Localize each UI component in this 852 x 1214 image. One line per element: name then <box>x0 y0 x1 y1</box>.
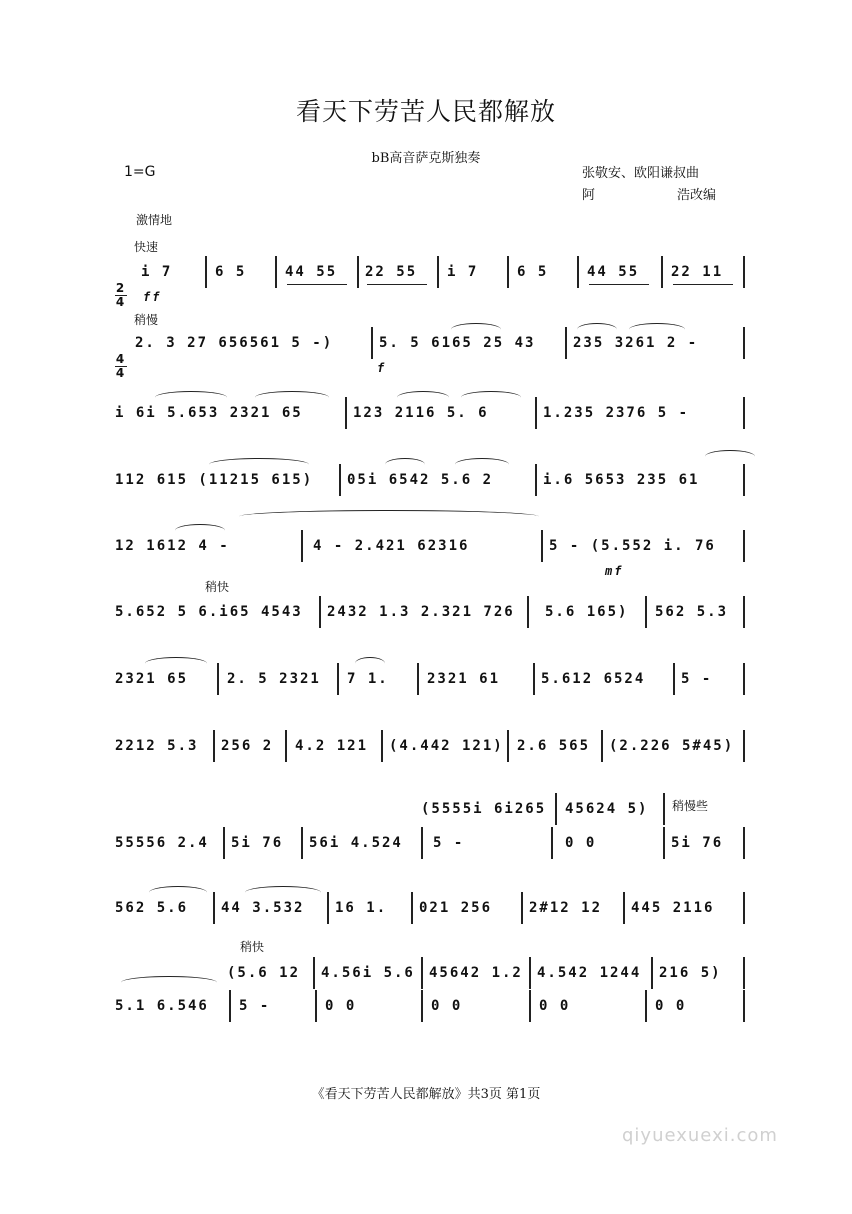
measure: 2. 5 2321 <box>227 671 321 687</box>
measure: 44 3.532 <box>221 900 305 916</box>
measure: 05i 6542 5.6 2 <box>347 472 494 488</box>
dynamic-mf: mf <box>605 564 624 578</box>
measure: 2. 3 27 656561 5 -) <box>135 335 334 351</box>
time-signature: 4 4 <box>115 352 127 380</box>
measure: 2#12 12 <box>529 900 603 916</box>
score-row-5 <box>115 530 747 578</box>
measure: 45642 1.2 <box>429 965 523 981</box>
measure: 562 5.3 <box>655 604 729 620</box>
time-signature: 2 4 <box>115 281 127 309</box>
score-row-13 <box>115 990 747 1030</box>
measure: 0 0 <box>539 998 571 1014</box>
tempo-mark-1: 激情地 <box>136 213 173 227</box>
measure: 55556 2.4 <box>115 835 209 851</box>
measure: 0 0 <box>325 998 357 1014</box>
score-row-4 <box>115 464 747 504</box>
measure: 0 0 <box>565 835 597 851</box>
measure: 235 3261 2 - <box>573 335 699 351</box>
measure: (5555i 6i265 <box>421 801 547 817</box>
measure: 1.235 2376 5 - <box>543 405 690 421</box>
measure: 4 - 2.421 62316 <box>313 538 470 554</box>
measure: 56i 4.524 <box>309 835 403 851</box>
measure: 5.6 165) <box>545 604 629 620</box>
measure: 5 - (5.552 i. 76 <box>549 538 716 554</box>
measure: 256 2 <box>221 738 274 754</box>
measure: (2.226 5#45) <box>609 738 735 754</box>
measure: 123 2116 5. 6 <box>353 405 489 421</box>
measure: 5.612 6524 <box>541 671 646 687</box>
measure: 22 55 <box>365 264 418 280</box>
measure: 12 1612 4 - <box>115 538 230 554</box>
measure: 45624 5) <box>565 801 649 817</box>
measure: 5 - <box>239 998 271 1014</box>
measure: 2321 65 <box>115 671 189 687</box>
key-signature: 1=G <box>124 164 156 180</box>
measure: 021 256 <box>419 900 493 916</box>
measure: 2.6 565 <box>517 738 591 754</box>
measure: 7 1. <box>347 671 389 687</box>
score-row-7 <box>115 663 747 703</box>
measure: 2212 5.3 <box>115 738 199 754</box>
score-row-6 <box>115 596 747 636</box>
measure: 5.1 6.546 <box>115 998 209 1014</box>
watermark: qiyuexuexi.com <box>622 1125 778 1146</box>
measure: 5i 76 <box>231 835 284 851</box>
measure: 5. 5 6165 25 43 <box>379 335 536 351</box>
tempo-mark-3: 稍慢 <box>134 313 159 327</box>
score-row-1 <box>115 256 747 309</box>
measure: 5i 76 <box>671 835 724 851</box>
measure: i 7 <box>141 264 173 280</box>
arranger-credit <box>582 184 722 203</box>
measure: i 6i 5.653 2321 65 <box>115 405 303 421</box>
page-footer: 《看天下劳苦人民都解放》共3页 第1页 <box>311 1087 541 1102</box>
measure: i 7 <box>447 264 479 280</box>
dynamic-ff: ff <box>143 290 162 304</box>
tempo-mark-2: 快速 <box>134 240 159 254</box>
measure: 44 55 <box>587 264 640 280</box>
score-row-3 <box>115 397 747 437</box>
measure: 112 615 (11215 615) <box>115 472 314 488</box>
arranger-left: 阿 <box>582 188 596 203</box>
dynamic-f: f <box>377 361 387 375</box>
page-title: 看天下劳苦人民都解放 <box>295 97 556 126</box>
measure: 0 0 <box>431 998 463 1014</box>
tempo-mark-6: 稍快 <box>240 940 265 954</box>
tempo-mark-4: 稍快 <box>205 580 230 594</box>
arranger-right: 浩改编 <box>677 188 717 203</box>
measure: 0 0 <box>655 998 687 1014</box>
measure: 5 - <box>433 835 465 851</box>
measure: 2321 61 <box>427 671 501 687</box>
measure: (4.442 121) <box>389 738 504 754</box>
score-row-11 <box>115 892 747 932</box>
measure: 22 11 <box>671 264 724 280</box>
measure: i.6 5653 235 61 <box>543 472 700 488</box>
measure: (5.6 12 <box>227 965 301 981</box>
tempo-mark-5: 稍慢些 <box>672 799 709 813</box>
measure: 5.652 5 6.i65 4543 <box>115 604 303 620</box>
measure: 6 5 <box>517 264 549 280</box>
measure: 16 1. <box>335 900 388 916</box>
measure: 44 55 <box>285 264 338 280</box>
measure: 562 5.6 <box>115 900 189 916</box>
measure: 216 5) <box>659 965 722 981</box>
score-row-10 <box>115 827 747 867</box>
composer-credit: 张敬安、欧阳谦叔曲 <box>582 166 700 181</box>
subtitle: bB高音萨克斯独奏 <box>371 151 481 166</box>
score-row-2 <box>115 327 747 380</box>
measure: 4.542 1244 <box>537 965 642 981</box>
score-row-8 <box>115 730 747 770</box>
measure: 6 5 <box>215 264 247 280</box>
measure: 4.56i 5.6 <box>321 965 415 981</box>
measure: 5 - <box>681 671 713 687</box>
measure: 4.2 121 <box>295 738 369 754</box>
measure: 2432 1.3 2.321 726 <box>327 604 515 620</box>
measure: 445 2116 <box>631 900 715 916</box>
